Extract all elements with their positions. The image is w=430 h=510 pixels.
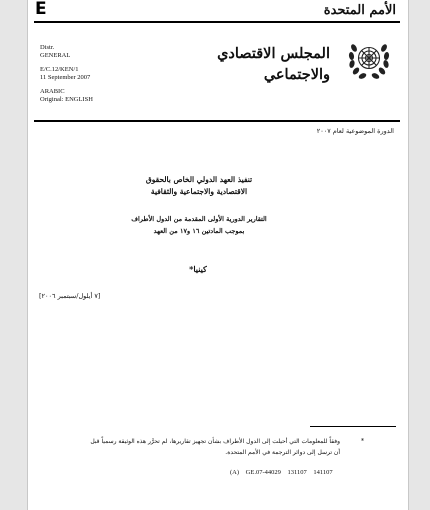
report-title-line1: التقارير الدورية الأولى المقدمة من الدول الأطراف: [131, 215, 267, 223]
submission-date: [٧ أيلول/سبتمبر ٢٠٠٦]: [39, 292, 101, 300]
document-reference: (A) GE.07-44029 131107 141107: [230, 469, 333, 476]
council-name: [190, 43, 330, 85]
distr-value: GENERAL: [40, 51, 71, 59]
footnote-rule: [310, 426, 396, 427]
footnote-line1: وفقاً للمعلومات التي أحيلت إلى الدول الأطراف بشأن تجهيز تقاريرها، لم تحرَّر هذه الوثيقة رسمياً قبل: [90, 438, 340, 445]
un-emblem-icon: [346, 38, 392, 82]
session-label: الدورة الموضوعية لعام ٢٠٠٧: [316, 127, 394, 135]
council-name-line1: المجلس الاقتصادي: [217, 45, 330, 62]
footnote-marker: *: [361, 438, 364, 445]
header-rule: [34, 21, 400, 23]
country-name: كينيا*: [189, 264, 207, 274]
footnote-line2: أن ترسل إلى دوائر الترجمة في الأمم المتحدة.: [225, 449, 340, 456]
document-symbol: E/C.12/KEN/1: [40, 66, 79, 73]
document-meta: [40, 44, 93, 103]
agenda-topic-line2: الاقتصادية والاجتماعية والثقافية: [150, 187, 248, 196]
submission-date-text: ٧ أيلول/سبتمبر ٢٠٠٦: [41, 292, 98, 300]
distr-label: Distr.: [40, 44, 55, 51]
footnote-text: [40, 436, 340, 458]
un-title: الأمم المتحدة: [323, 3, 396, 18]
language-letter: E: [35, 0, 47, 19]
council-name-line2: والاجتماعي: [263, 66, 330, 83]
original-language: Original: ENGLISH: [40, 95, 93, 103]
document-page: [28, 0, 408, 510]
document-date: 11 September 2007: [40, 73, 91, 81]
report-title-line2: بموجب المادتين ١٦ و١٧ من العهد: [153, 227, 245, 235]
report-title: [124, 213, 274, 237]
council-rule: [34, 120, 400, 122]
document-language: ARABIC: [40, 88, 65, 95]
agenda-topic-line1: تنفيذ العهد الدولي الخاص بالحقوق: [145, 175, 253, 184]
agenda-topic: [124, 174, 274, 198]
